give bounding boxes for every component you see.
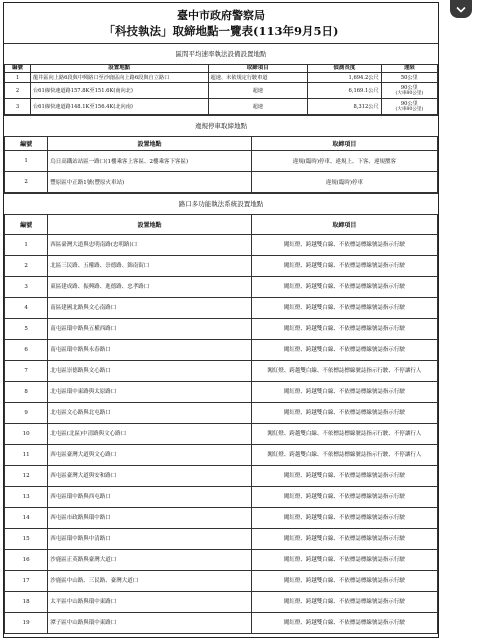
table-row	[5, 361, 438, 382]
location-cell: 北屯區崇德路與文心路口	[48, 361, 252, 382]
section3-rows	[5, 235, 438, 634]
table-row	[5, 487, 438, 508]
limit-cell	[381, 99, 437, 115]
location-cell: 西屯區臺灣大道與安和路口	[48, 466, 252, 487]
col-header: 偵測長度	[308, 65, 382, 73]
limit-cell	[381, 83, 437, 99]
length-cell: 8,312公尺	[308, 99, 382, 115]
item-cell: 闖紅燈、跨越雙白線、不依標誌標線號誌指示行駛	[251, 487, 437, 508]
row-number: 9	[5, 403, 48, 424]
section2-table	[4, 136, 438, 193]
location-cell: 台61線快速道路157.8K至151.6K(南向北)	[30, 83, 208, 99]
col-header: 設置地點	[48, 137, 252, 151]
table-row	[5, 340, 438, 361]
table-row	[5, 592, 438, 613]
table-row	[5, 319, 438, 340]
row-number: 4	[5, 298, 48, 319]
col-header: 取締項目	[251, 215, 437, 235]
table-row	[5, 529, 438, 550]
length-cell: 1,694.2公尺	[308, 73, 382, 83]
document-title: 「科技執法」取締地點一覽表(113年9月5日)	[103, 24, 339, 38]
section1-table	[4, 64, 438, 115]
row-number: 2	[5, 256, 48, 277]
agency-title: 臺中市政府警察局	[177, 9, 265, 22]
col-header: 設置地點	[30, 65, 208, 73]
table-row	[5, 172, 438, 193]
item-cell: 闖紅燈、跨越雙白線、不依標誌標線號誌指示行駛	[251, 256, 437, 277]
item-cell: 闖紅燈、跨越雙白線、不依標誌標線號誌指示行駛	[251, 340, 437, 361]
item-cell: 闖紅燈、跨越雙白線、不依標誌標線號誌指示行駛、不停讓行人	[251, 424, 437, 445]
col-header: 編號	[5, 65, 31, 73]
item-cell: 違規(臨時)停車	[251, 172, 437, 193]
row-number: 13	[5, 487, 48, 508]
item-cell: 闖紅燈、跨越雙白線、不依標誌標線號誌指示行駛	[251, 508, 437, 529]
location-cell: 北區三民路、五權路、崇德路、錦南街口	[48, 256, 252, 277]
item-cell: 超速	[208, 99, 308, 115]
item-cell: 闖紅燈、跨越雙白線、不依標誌標線號誌指示行駛	[251, 403, 437, 424]
location-cell: 潭子區中山路與環中東路口	[48, 613, 252, 634]
table-row	[5, 73, 438, 83]
item-cell: 闖紅燈、跨越雙白線、不依標誌標線號誌指示行駛	[251, 613, 437, 634]
limit-value: 90公里	[400, 100, 418, 107]
row-number: 17	[5, 571, 48, 592]
row-number: 2	[5, 83, 31, 99]
item-cell: 超速、未依規定行駛車道	[208, 73, 308, 83]
table-row	[5, 235, 438, 256]
location-cell: 南屯區環中路與永春路口	[48, 340, 252, 361]
table-row	[5, 571, 438, 592]
table-row	[5, 508, 438, 529]
row-number: 1	[5, 235, 48, 256]
item-cell: 闖紅燈、跨越雙白線、不依標誌標線號誌指示行駛	[251, 277, 437, 298]
table-row	[5, 445, 438, 466]
location-cell: 北屯區環中東路與太原路口	[48, 382, 252, 403]
table-row	[5, 424, 438, 445]
row-number: 12	[5, 466, 48, 487]
row-number: 19	[5, 613, 48, 634]
location-cell: 豐原區中正路1號(豐原火車站)	[48, 172, 252, 193]
row-number: 6	[5, 340, 48, 361]
location-cell: 沙鹿區中山路、三民路、臺灣大道口	[48, 571, 252, 592]
location-cell: 烏日高鐵站站區一路口(1樓乘客上客區、2樓乘客下客區)	[48, 151, 252, 172]
col-header: 取締項目	[251, 137, 437, 151]
item-cell: 闖紅燈、跨越雙白線、不依標誌標線號誌指示行駛	[251, 550, 437, 571]
row-number: 8	[5, 382, 48, 403]
row-number: 3	[5, 99, 31, 115]
location-cell: 台61線快速道路148.1K至156.4K(北向南)	[30, 99, 208, 115]
row-number: 15	[5, 529, 48, 550]
item-cell: 闖紅燈、跨越雙白線、不依標誌標線號誌指示行駛	[251, 382, 437, 403]
section3-table	[4, 214, 438, 634]
location-cell: 西屯區環中路與西屯路口	[48, 487, 252, 508]
item-cell: 闖紅燈、跨越雙白線、不依標誌標線號誌指示行駛	[251, 235, 437, 256]
col-header: 取締項目	[208, 65, 308, 73]
location-cell: 北屯區(北區)中清路與文心路口	[48, 424, 252, 445]
row-number: 10	[5, 424, 48, 445]
item-cell: 闖紅燈、跨越雙白線、不依標誌標線號誌指示行駛、不停讓行人	[251, 361, 437, 382]
item-cell: 超速	[208, 83, 308, 99]
table-row	[5, 277, 438, 298]
section3-title: 路口多功能執法系統設置地點	[4, 193, 438, 214]
item-cell: 闖紅燈、跨越雙白線、不依標誌標線號誌指示行駛	[251, 592, 437, 613]
row-number: 3	[5, 277, 48, 298]
row-number: 1	[5, 151, 48, 172]
location-cell: 太平區中山路與環中東路口	[48, 592, 252, 613]
location-cell: 南區建國北路與文心南路口	[48, 298, 252, 319]
location-cell: 西屯區市政路與環中路口	[48, 508, 252, 529]
item-cell: 闖紅燈、跨越雙白線、不依標誌標線號誌指示行駛	[251, 529, 437, 550]
row-number: 14	[5, 508, 48, 529]
row-number: 1	[5, 73, 31, 83]
table-row	[5, 613, 438, 634]
location-cell: 南屯區環中路與五權西路口	[48, 319, 252, 340]
location-cell: 沙鹿區正英路與臺灣大道口	[48, 550, 252, 571]
length-cell: 6,169.1公尺	[308, 83, 382, 99]
item-cell: 闖紅燈、跨越雙白線、不依標誌標線號誌指示行駛	[251, 298, 437, 319]
table-row	[5, 550, 438, 571]
item-cell: 違規(臨時)停車、違規上、下客、違規攬客	[251, 151, 437, 172]
location-cell: 西區臺灣大道與忠明南路(忠明路)口	[48, 235, 252, 256]
row-number: 18	[5, 592, 48, 613]
limit-value: 90公里	[400, 84, 418, 91]
row-number: 5	[5, 319, 48, 340]
row-number: 2	[5, 172, 48, 193]
item-cell: 闖紅燈、跨越雙白線、不依標誌標線號誌指示行駛	[251, 571, 437, 592]
col-header: 編號	[5, 137, 48, 151]
table-row	[5, 298, 438, 319]
col-header: 設置地點	[48, 215, 252, 235]
section2-title: 違規停車取締地點	[4, 115, 438, 136]
table-row	[5, 83, 438, 99]
location-cell: 西屯區環中路與中清路口	[48, 529, 252, 550]
row-number: 16	[5, 550, 48, 571]
location-cell: 龍井區向上路6段與中興路口至沙鹿區向上路6段與自立路口	[30, 73, 208, 83]
limit-note: (大車80公里)	[395, 106, 424, 112]
chevron-down-icon	[456, 6, 466, 13]
location-cell: 北屯區文心路與北屯路口	[48, 403, 252, 424]
section1-title: 區間平均速率執法設備設置地點	[4, 43, 438, 64]
row-number: 7	[5, 361, 48, 382]
item-cell: 闖紅燈、跨越雙白線、不依標誌標線號誌指示行駛	[251, 466, 437, 487]
document-page	[3, 2, 439, 638]
row-number: 11	[5, 445, 48, 466]
location-cell: 東區建成路、振興路、進德路、忠孝路口	[48, 277, 252, 298]
scroll-down-button[interactable]	[450, 0, 472, 18]
table-row	[5, 256, 438, 277]
item-cell: 闖紅燈、跨越雙白線、不依標誌標線號誌指示行駛、不停讓行人	[251, 445, 437, 466]
limit-note: (大車80公里)	[395, 90, 424, 96]
col-header: 速限	[381, 65, 437, 73]
table-row	[5, 403, 438, 424]
location-cell: 西屯區臺灣大道與文心路口	[48, 445, 252, 466]
table-row	[5, 466, 438, 487]
col-header: 編號	[5, 215, 48, 235]
item-cell: 闖紅燈、跨越雙白線、不依標誌標線號誌指示行駛	[251, 319, 437, 340]
table-row	[5, 99, 438, 115]
table-row	[5, 151, 438, 172]
limit-cell: 50公里	[381, 73, 437, 83]
table-row	[5, 382, 438, 403]
